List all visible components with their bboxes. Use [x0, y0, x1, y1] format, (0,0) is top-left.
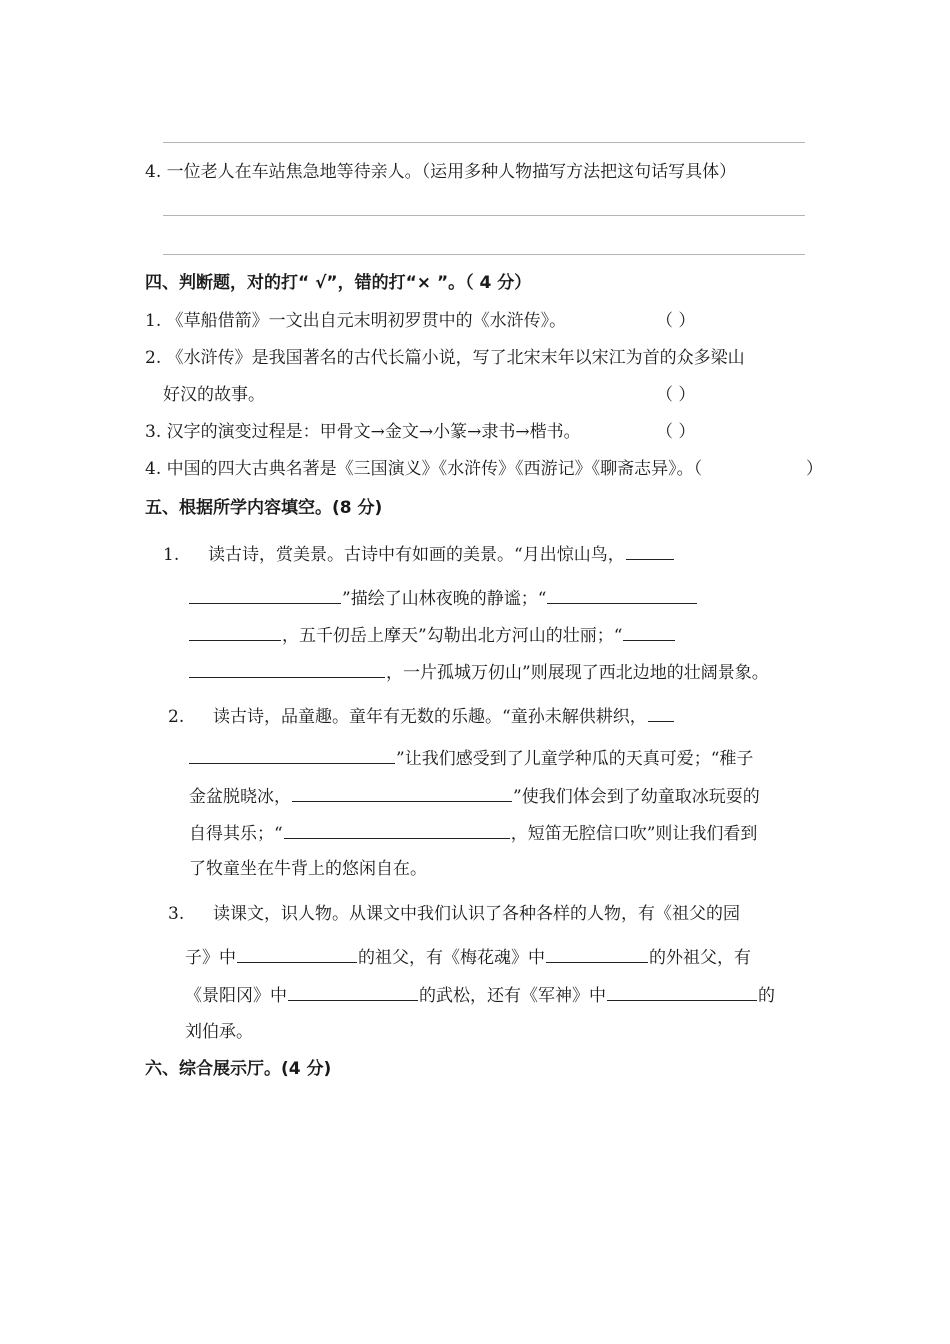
fill-question-2-line-2: [189, 746, 753, 770]
answer-line: [163, 254, 805, 255]
fill-blank[interactable]: [623, 623, 675, 641]
fill-question-3-line-1: [168, 903, 740, 925]
fill-question-1-text: ”描绘了山林夜晚的静谧；“: [342, 589, 547, 609]
judge-item-1-answer-paren[interactable]: （ ）: [656, 311, 696, 331]
fill-question-3-text: 的祖父，有《梅花魂》中: [358, 948, 545, 968]
answer-line: [163, 142, 805, 143]
judge-item-3: 3. 汉字的演变过程是：甲骨文→金文→小篆→隶书→楷书。: [145, 422, 581, 442]
fill-question-2-line-5: 了牧童坐在牛背上的悠闲自在。: [189, 859, 427, 879]
fill-question-2-text: ”使我们体会到了幼童取冰玩耍的: [513, 787, 760, 807]
fill-blank[interactable]: [288, 983, 418, 1001]
fill-question-1-number: 1.: [163, 545, 180, 565]
fill-question-3-text: 读课文，识人物。从课文中我们认识了各种各样的人物，有《祖父的园: [213, 904, 740, 924]
fill-blank[interactable]: [284, 821, 510, 839]
fill-question-3-text: 的: [758, 986, 775, 1006]
fill-question-2-text: 金盆脱晓冰，: [189, 787, 291, 807]
judge-item-4: 4. 中国的四大古典名著是《三国演义》《水浒传》《西游记》《聊斋志异》。（: [145, 459, 703, 479]
judge-item-2: 2. 《水浒传》是我国著名的古代长篇小说，写了北宋末年以宋江为首的众多梁山: [145, 348, 745, 368]
fill-question-2-number: 2.: [168, 707, 185, 727]
fill-question-2-line-4: [189, 821, 757, 845]
fill-blank[interactable]: [189, 660, 385, 678]
fill-question-1-text: ，一片孤城万仞山”则展现了西北边地的壮阔景象。: [386, 663, 769, 683]
fill-question-1-line-1: [163, 542, 675, 566]
fill-blank[interactable]: [237, 945, 357, 963]
judge-item-2-answer-paren[interactable]: （ ）: [656, 385, 696, 405]
judge-item-4-answer-paren-close[interactable]: ）: [806, 459, 823, 479]
fill-question-3-line-2: [185, 945, 751, 969]
fill-question-1-text: 读古诗，赏美景。古诗中有如画的美景。“月出惊山鸟，: [208, 545, 625, 565]
fill-question-3-line-3: [185, 983, 775, 1007]
fill-question-3-text: 的外祖父，有: [649, 948, 751, 968]
fill-question-3-line-4: 刘伯承。: [185, 1022, 253, 1042]
fill-question-1-line-2: [189, 586, 698, 610]
fill-blank[interactable]: [189, 586, 341, 604]
section-6-title: 六、综合展示厅。(4 分): [145, 1059, 332, 1079]
fill-question-1-line-4: [189, 660, 769, 684]
section-5-title: 五、根据所学内容填空。(8 分): [145, 498, 383, 518]
fill-question-2-line-3: [189, 784, 760, 808]
fill-question-3-text: 子》中: [185, 948, 236, 968]
fill-blank[interactable]: [607, 983, 757, 1001]
fill-blank[interactable]: [648, 704, 674, 722]
fill-question-2-text: ，短笛无腔信口吹”则让我们看到: [510, 824, 758, 844]
judge-item-2-continuation: 好汉的故事。: [163, 385, 265, 405]
fill-question-3-text: 《景阳冈》中: [185, 986, 287, 1006]
fill-question-2-text: 读古诗，品童趣。童年有无数的乐趣。“童孙未解供耕织，: [213, 707, 647, 727]
fill-blank[interactable]: [546, 945, 648, 963]
fill-question-3-number: 3.: [168, 904, 185, 924]
fill-blank[interactable]: [547, 586, 697, 604]
fill-question-2-text: 自得其乐；“: [189, 824, 283, 844]
fill-blank[interactable]: [189, 746, 395, 764]
fill-question-2-text: ”让我们感受到了儿童学种瓜的天真可爱；“稚子: [396, 749, 754, 769]
fill-question-1-line-3: [189, 623, 676, 647]
answer-line: [163, 215, 805, 216]
judge-item-1: 1. 《草船借箭》一文出自元末明初罗贯中的《水浒传》。: [145, 311, 567, 331]
fill-question-2-line-1: [168, 704, 675, 728]
section-4-title: 四、判断题，对的打“ √”，错的打“× ”。（ 4 分）: [145, 273, 532, 293]
question-3-item-4: 4. 一位老人在车站焦急地等待亲人。（运用多种人物描写方法把这句话写具体）: [145, 162, 737, 182]
fill-blank[interactable]: [292, 784, 512, 802]
fill-question-1-text: ，五千仞岳上摩天”勾勒出北方河山的壮丽；“: [282, 626, 623, 646]
fill-blank[interactable]: [626, 542, 674, 560]
judge-item-3-answer-paren[interactable]: （ ）: [656, 422, 696, 442]
fill-blank[interactable]: [189, 623, 281, 641]
fill-question-3-text: 的武松，还有《军神》中: [419, 986, 606, 1006]
